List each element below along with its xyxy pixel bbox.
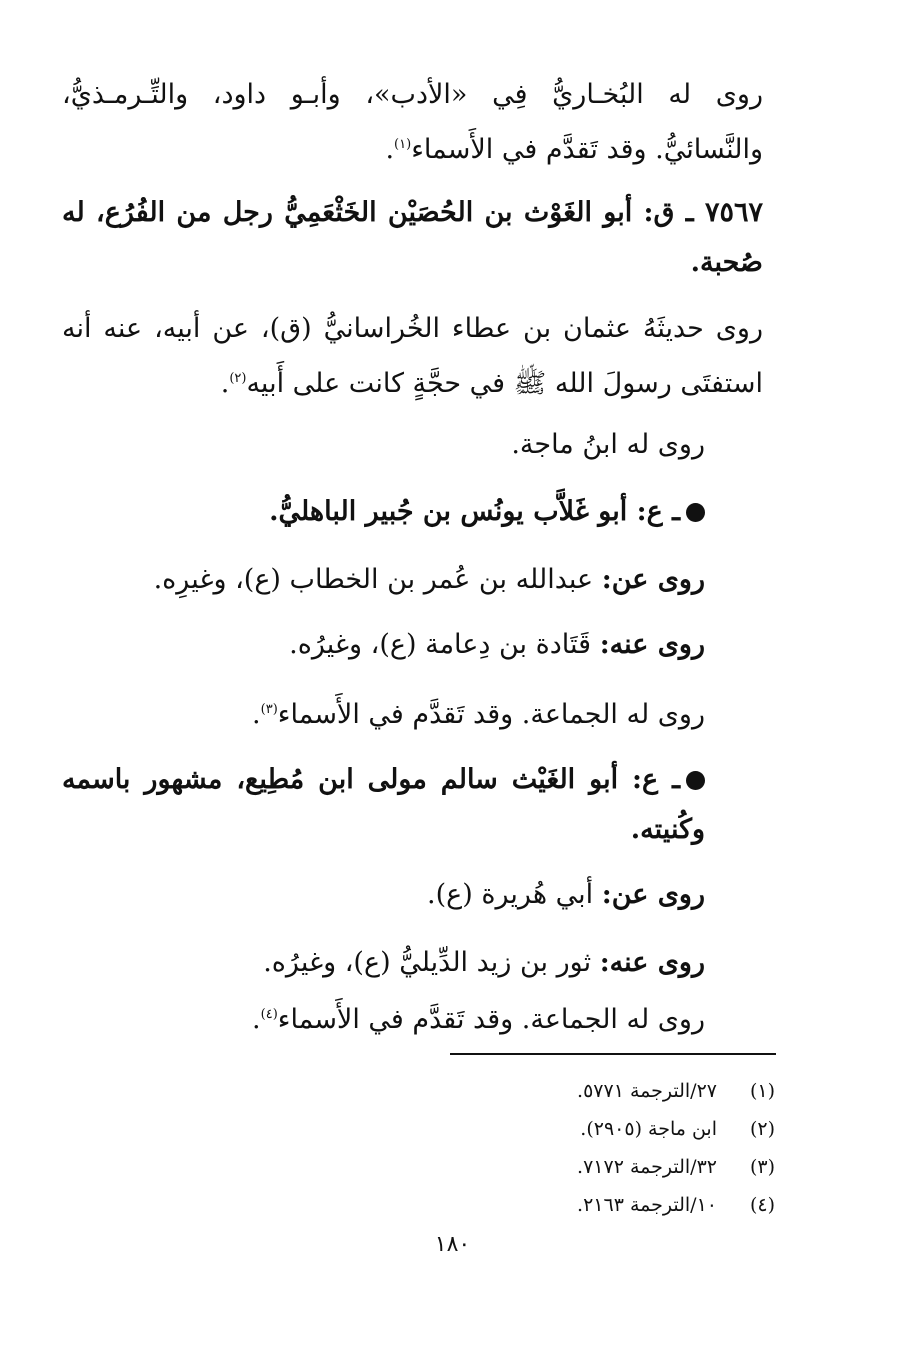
label-narrated-by: روى عنه: [599, 629, 705, 660]
footnote-number: (٢) [749, 1118, 775, 1140]
paragraph-text: روى له ابنُ ماجة. [511, 429, 705, 460]
label-narrated-from: روى عن: [601, 879, 705, 910]
paragraph-text: عبدالله بن عُمر بن الخطاب (ع)، وغيرِه. [153, 564, 594, 595]
footnote-number: (٤) [749, 1194, 775, 1216]
paragraph-hadith: روى حديثَهُ عثمان بن عطاء الخُراسانيُّ (ق)، عن أبيه، عنه أنه استفتَى رسولَ الله ﷺ في حجَّةٍ كانت على أَبيه$^{(٢)}$. [62, 313, 763, 399]
paragraph-narrators-1: روى له البُخـاريُّ فِي «الأدب»، وأبـو داود، والتِّـرمـذيُّ، والنَّسائيُّ. وقد تَقدَّم في الأَسماء$^{(١)}$. [62, 79, 763, 165]
paragraph-text: روى له البُخـاريُّ فِي «الأدب»، وأبـو داود، والتِّـرمـذيُّ، والنَّسائيُّ. وقد تَقدَّم في الأَسماء [62, 79, 763, 165]
page-number: ١٨٠ [434, 1232, 471, 1257]
entry-abu-ghallab-heading [62, 487, 705, 537]
paragraph-narrated-by [62, 620, 705, 670]
footnote-1 [200, 1072, 775, 1110]
footnote-ref: (٢) [229, 371, 247, 386]
bullet-dot-icon [686, 503, 705, 522]
footnote-2 [200, 1110, 775, 1148]
footnote-text: ٢٧/الترجمة ٥٧٧١. [577, 1080, 717, 1102]
footnote-number: (١) [749, 1080, 775, 1102]
label-narrated-by: روى عنه: [599, 947, 705, 978]
footnote-4 [200, 1186, 775, 1224]
paragraph-jamaah-2: روى له الجماعة. وقد تَقدَّم في الأَسماء$^{(٤)}$. [252, 1004, 705, 1035]
footnote-ref: (٤) [260, 1007, 278, 1022]
paragraph-text: أبي هُريرة (ع). [427, 879, 594, 910]
entry-7567-heading [62, 188, 763, 288]
footnote-text: ٣٢/الترجمة ٧١٧٢. [577, 1156, 717, 1178]
paragraph-text: روى له الجماعة. وقد تَقدَّم في الأَسماء [277, 699, 705, 730]
paragraph-jamaah-1: روى له الجماعة. وقد تَقدَّم في الأَسماء$^{(٣)}$. [252, 699, 705, 730]
paragraph-narrated-by-2 [62, 938, 705, 988]
paragraph-text: ثور بن زيد الدِّيليُّ (ع)، وغيرُه. [263, 947, 592, 978]
paragraph-narrated-from-2 [62, 870, 705, 920]
footnote-number: (٣) [749, 1156, 775, 1178]
footnote-text: ابن ماجة (٢٩٠٥). [580, 1118, 717, 1140]
paragraph-text: ـ ع: أبو غَلاَّب يونُس بن جُبير الباهليُّ. [269, 496, 680, 527]
paragraph-text: قَتَادة بن دِعامة (ع)، وغيرُه. [289, 629, 592, 660]
footnote-ref: (٣) [260, 702, 278, 717]
paragraph-text: روى حديثَهُ عثمان بن عطاء الخُراسانيُّ (ق)، عن أبيه، عنه أنه استفتَى رسولَ الله ﷺ في حجَّةٍ كانت على أَبيه [62, 313, 763, 399]
footnote-divider [450, 1053, 776, 1055]
footnote-3 [200, 1148, 775, 1186]
footnote-text: ١٠/الترجمة ٢١٦٣. [577, 1194, 717, 1216]
paragraph-ibn-majah [62, 420, 705, 470]
bullet-dot-icon [686, 771, 705, 790]
paragraph-text: ـ ع: أبو الغَيْث سالم مولى ابن مُطِيع، مشهور باسمه وكُنيته. [62, 764, 705, 845]
footnote-ref: (١) [394, 137, 412, 152]
paragraph-narrated-from [62, 555, 705, 605]
paragraph-text: روى له الجماعة. وقد تَقدَّم في الأَسماء [277, 1004, 705, 1035]
label-narrated-from: روى عن: [601, 564, 705, 595]
paragraph-text: ٧٥٦٧ ـ ق: أبو الغَوْث بن الحُصَيْن الخَثْعَمِيُّ رجل من الفُرُع، له صُحبة. [62, 197, 763, 278]
entry-abu-al-ghayth-heading [62, 755, 705, 855]
